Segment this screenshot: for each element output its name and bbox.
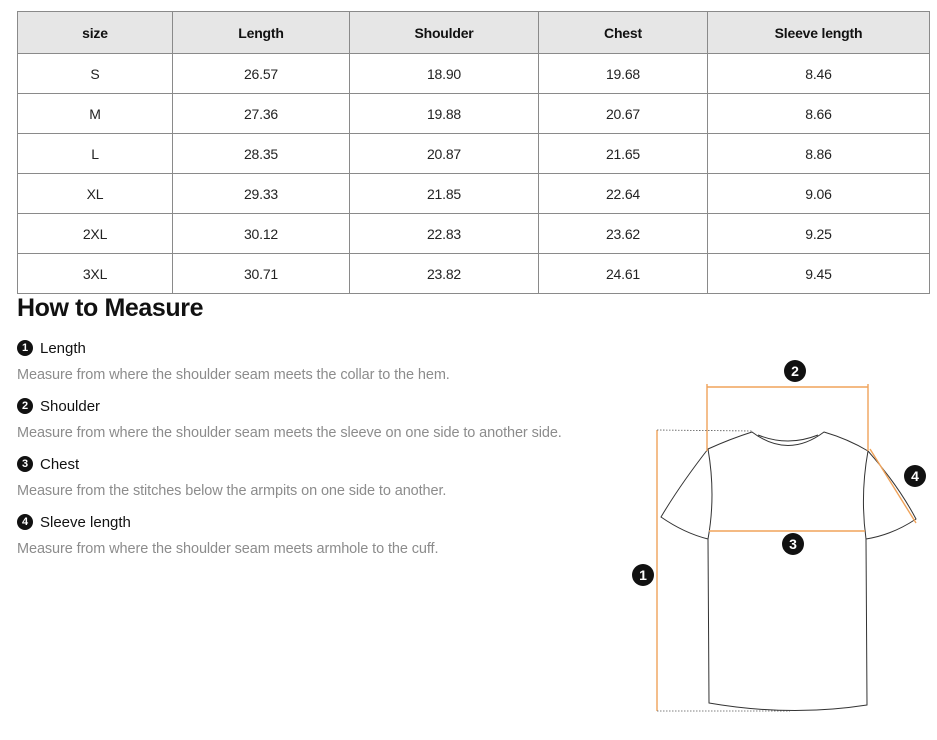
table-cell: 19.68 <box>539 54 708 94</box>
svg-text:2: 2 <box>791 363 799 379</box>
table-cell: 18.90 <box>350 54 539 94</box>
table-cell: 28.35 <box>173 134 350 174</box>
step-shoulder <box>17 396 562 441</box>
table-cell: 21.65 <box>539 134 708 174</box>
table-cell: 30.12 <box>173 214 350 254</box>
step-label: Chest <box>40 455 80 473</box>
table-cell: 20.87 <box>350 134 539 174</box>
table-cell: 8.86 <box>708 134 930 174</box>
marker-3-icon <box>782 533 804 555</box>
svg-text:4: 4 <box>911 468 919 484</box>
table-cell: M <box>18 94 173 134</box>
table-cell: 29.33 <box>173 174 350 214</box>
column-header-chest: Chest <box>539 12 708 54</box>
table-cell: 26.57 <box>173 54 350 94</box>
step-description: Measure from where the shoulder seam meets the collar to the hem. <box>17 367 450 383</box>
step-label: Length <box>40 339 86 357</box>
table-cell: 22.83 <box>350 214 539 254</box>
step-number-2-icon: 2 <box>17 398 33 414</box>
svg-text:3: 3 <box>789 536 797 552</box>
column-header-length: Length <box>173 12 350 54</box>
step-label: Sleeve length <box>40 513 131 531</box>
table-cell: 8.46 <box>708 54 930 94</box>
table-cell: L <box>18 134 173 174</box>
table-cell: 21.85 <box>350 174 539 214</box>
column-header-sleeve-length: Sleeve length <box>708 12 930 54</box>
table-cell: 3XL <box>18 254 173 294</box>
table-row <box>18 94 930 134</box>
step-description: Measure from where the shoulder seam meets the sleeve on one side to another side. <box>17 425 562 441</box>
step-number-4-icon: 4 <box>17 514 33 530</box>
step-chest <box>17 454 446 499</box>
table-cell: 8.66 <box>708 94 930 134</box>
table-cell: 9.25 <box>708 214 930 254</box>
table-cell: 22.64 <box>539 174 708 214</box>
column-header-shoulder: Shoulder <box>350 12 539 54</box>
table-cell: 19.88 <box>350 94 539 134</box>
table-row <box>18 214 930 254</box>
table-cell: 23.82 <box>350 254 539 294</box>
table-cell: XL <box>18 174 173 214</box>
table-cell: 23.62 <box>539 214 708 254</box>
table-header-row <box>18 12 930 54</box>
table-row <box>18 254 930 294</box>
step-label: Shoulder <box>40 397 101 415</box>
step-description: Measure from the stitches below the armpits on one side to another. <box>17 483 447 499</box>
marker-2-icon <box>784 360 806 382</box>
table-cell: 2XL <box>18 214 173 254</box>
table-cell: 27.36 <box>173 94 350 134</box>
table-cell: 9.06 <box>708 174 930 214</box>
step-length <box>17 338 450 383</box>
svg-text:1: 1 <box>639 567 647 583</box>
step-description: Measure from where the shoulder seam meets armhole to the cuff. <box>17 541 439 557</box>
table-cell: 30.71 <box>173 254 350 294</box>
marker-4-icon <box>904 465 926 487</box>
column-header-size: size <box>18 12 173 54</box>
table-cell: 20.67 <box>539 94 708 134</box>
table-row <box>18 134 930 174</box>
marker-1-icon <box>632 564 654 586</box>
measure-dotted-lines <box>657 430 790 711</box>
tshirt-outline <box>661 432 916 711</box>
table-row <box>18 54 930 94</box>
step-number-1-icon: 1 <box>17 340 33 356</box>
table-cell: 9.45 <box>708 254 930 294</box>
table-row <box>18 174 930 214</box>
table-cell: 24.61 <box>539 254 708 294</box>
table-cell: S <box>18 54 173 94</box>
size-chart-table <box>17 11 930 294</box>
step-number-3-icon: 3 <box>17 456 33 472</box>
step-sleeve-length <box>17 512 438 557</box>
tshirt-measure-diagram <box>620 355 935 725</box>
section-title: How to Measure <box>17 294 204 322</box>
